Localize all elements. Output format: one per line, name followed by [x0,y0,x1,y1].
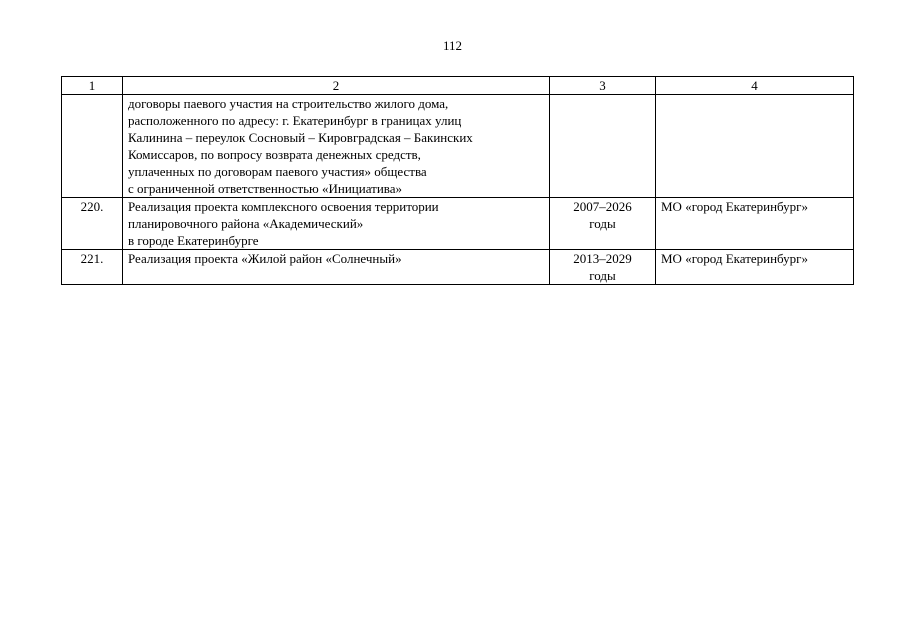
row-organization: МО «город Екатеринбург» [656,250,854,285]
row-number: 220. [62,198,123,250]
description-line: с ограниченной ответственностью «Инициатива» [128,181,403,196]
row-organization [656,95,854,198]
row-description [123,198,550,250]
description-line: в городе Екатеринбурге [128,233,259,248]
description-line: Реализация проекта «Жилой район «Солнечный» [128,251,402,266]
row-number: 221. [62,250,123,285]
description-line: уплаченных по договорам паевого участия» общества [128,164,427,179]
column-header-2: 2 [123,77,550,95]
row-period [550,250,656,285]
document-table [61,76,854,285]
row-number [62,95,123,198]
table-row [62,95,854,198]
period-line: годы [589,268,616,283]
row-period [550,95,656,198]
column-header-1: 1 [62,77,123,95]
row-description [123,250,550,285]
page-number: 112 [442,38,463,53]
description-line: Комиссаров, по вопросу возврата денежных средств, [128,147,421,162]
description-line: договоры паевого участия на строительство жилого дома, [128,96,449,111]
table-row [62,198,854,250]
description-line: планировочного района «Академический» [128,216,364,231]
row-description [123,95,550,198]
description-line: Реализация проекта комплексного освоения территории [128,199,439,214]
period-line: годы [589,216,616,231]
table-header-row [62,77,854,95]
period-line: 2007–2026 [573,199,632,214]
description-line: расположенного по адресу: г. Екатеринбург в границах улиц [128,113,462,128]
table-row [62,250,854,285]
row-period [550,198,656,250]
row-organization: МО «город Екатеринбург» [656,198,854,250]
column-header-3: 3 [550,77,656,95]
column-header-4: 4 [656,77,854,95]
description-line: Калинина – переулок Сосновый – Кировградская – Бакинских [128,130,473,145]
period-line: 2013–2029 [573,251,632,266]
